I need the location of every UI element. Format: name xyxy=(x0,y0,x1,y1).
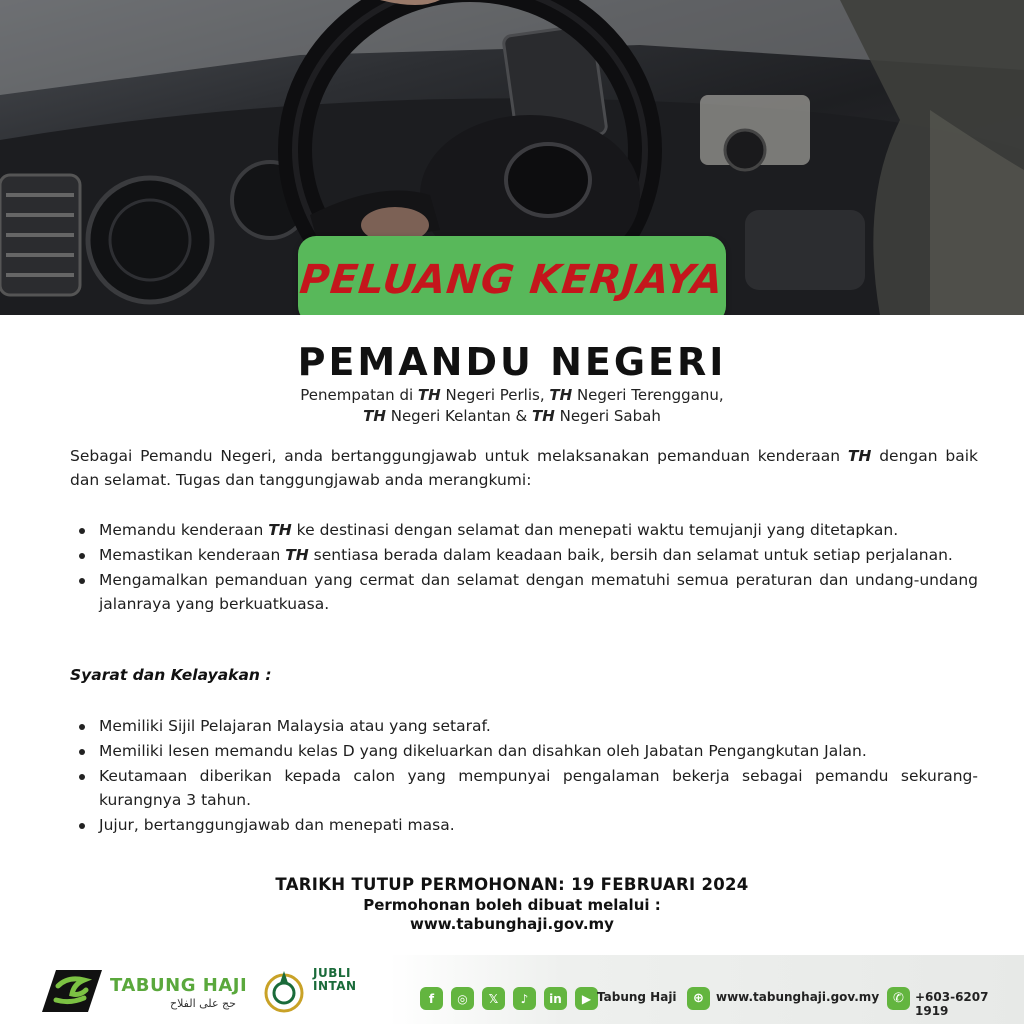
application-info xyxy=(0,874,1024,934)
subtitle-text: Negeri Sabah xyxy=(554,407,661,425)
th-abbr: TH xyxy=(417,386,441,404)
brand-arabic-tagline: حج على الفلاح xyxy=(170,997,236,1010)
career-tag-label: PELUANG KERJAYA xyxy=(297,257,727,303)
career-tag-badge xyxy=(298,236,726,315)
jubli-intan-label: JUBLI INTAN xyxy=(313,966,357,993)
subtitle-line-1 xyxy=(0,385,1024,406)
linkedin-icon[interactable]: in xyxy=(544,987,567,1010)
list-item: Jujur, bertanggungjawab dan menepati masa. xyxy=(70,813,978,837)
brand-name: TABUNG HAJI xyxy=(110,975,248,996)
th-abbr: TH xyxy=(532,407,555,425)
subtitle-text: Penempatan di xyxy=(300,386,418,404)
list-item: Keutamaan diberikan kepada calon yang mempunyai pengalaman bekerja sebagai pemandu sekurang-kurangnya 3 tahun. xyxy=(70,764,978,812)
phone-icon: ✆ xyxy=(887,987,910,1010)
social-icons xyxy=(420,987,598,1010)
th-abbr: TH xyxy=(549,386,573,404)
x-icon[interactable]: 𝕏 xyxy=(482,987,505,1010)
tiktok-icon[interactable]: ♪ xyxy=(513,987,536,1010)
list-item: Memandu kenderaan TH ke destinasi dengan selamat dan menepati waktu temujanji yang ditetapkan. xyxy=(70,518,978,542)
closing-date: TARIKH TUTUP PERMOHONAN: 19 FEBRUARI 2024 xyxy=(275,875,749,894)
list-item: Memastikan kenderaan TH sentiasa berada dalam keadaan baik, bersih dan selamat untuk setiap perjalanan. xyxy=(70,543,978,567)
tabung-haji-logo-icon xyxy=(34,964,106,1014)
intro-paragraph xyxy=(70,444,978,492)
footer-website-link[interactable]: www.tabunghaji.gov.my xyxy=(716,990,880,1004)
list-item: Mengamalkan pemanduan yang cermat dan selamat dengan mematuhi semua peraturan dan undang-undang jalanraya yang berkuatkuasa. xyxy=(70,568,978,616)
footer-phone[interactable]: +603-6207 1919 xyxy=(915,990,989,1018)
th-abbr: TH xyxy=(847,447,872,465)
requirements-heading: Syarat dan Kelayakan : xyxy=(70,666,272,684)
youtube-icon[interactable]: ▶ xyxy=(575,987,598,1010)
apply-url-link[interactable]: www.tabunghaji.gov.my xyxy=(410,915,614,933)
intro-text: dengan baik dan selamat. Tugas dan tanggungjawab anda merangkumi: xyxy=(70,447,978,489)
apply-via-label: Permohonan boleh dibuat melalui : xyxy=(363,896,661,914)
list-item: Memiliki lesen memandu kelas D yang dikeluarkan dan disahkan oleh Jabatan Pengangkutan Jalan. xyxy=(70,739,978,763)
th-abbr: TH xyxy=(363,407,386,425)
duties-list xyxy=(70,518,978,617)
hero-photo xyxy=(0,0,1024,315)
list-item: Memiliki Sijil Pelajaran Malaysia atau yang setaraf. xyxy=(70,714,978,738)
facebook-icon[interactable]: f xyxy=(420,987,443,1010)
instagram-icon[interactable]: ◎ xyxy=(451,987,474,1010)
placement-subtitle xyxy=(0,385,1024,427)
requirements-list xyxy=(70,714,978,838)
page-title: PEMANDU NEGERI xyxy=(297,340,727,384)
subtitle-line-2 xyxy=(0,406,1024,427)
globe-icon: ⊕ xyxy=(687,987,710,1010)
subtitle-text: Negeri Perlis, xyxy=(440,386,550,404)
subtitle-text: Negeri Kelantan & xyxy=(385,407,533,425)
intro-text: Sebagai Pemandu Negeri, anda bertanggungjawab untuk melaksanakan pemanduan kenderaan xyxy=(70,447,848,465)
social-handle[interactable]: Tabung Haji xyxy=(597,990,677,1004)
subtitle-text: Negeri Terengganu, xyxy=(572,386,724,404)
